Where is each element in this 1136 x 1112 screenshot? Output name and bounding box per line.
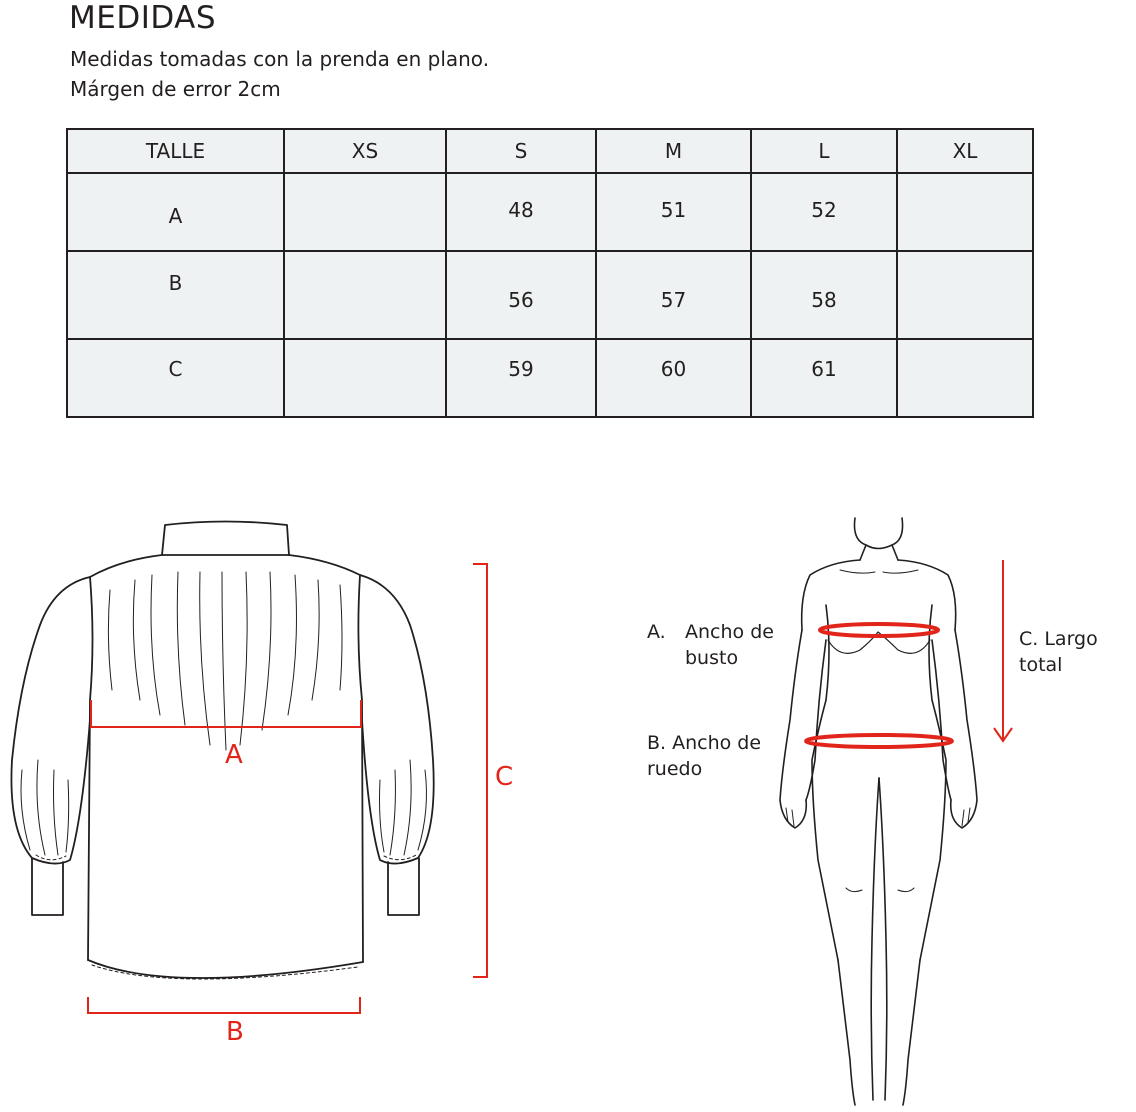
- legend-c-line1: C. Largo: [1019, 628, 1098, 650]
- table-cell: 52: [751, 173, 897, 251]
- legend-b-line1: B. Ancho de: [647, 732, 762, 754]
- table-cell: 58: [751, 251, 897, 339]
- measure-marks: [88, 564, 487, 1013]
- table-header-cell: TALLE: [67, 129, 284, 173]
- hem-measure-ring: [806, 735, 952, 747]
- page-title: MEDIDAS: [69, 0, 217, 36]
- legend-a-line2: busto: [685, 647, 739, 669]
- measure-b-label: B: [226, 1017, 244, 1047]
- measure-c-label: C: [495, 762, 514, 792]
- table-cell: 60: [596, 339, 751, 417]
- table-cell: 56: [446, 251, 596, 339]
- bust-measure-ring: [820, 624, 938, 636]
- table-header-cell: S: [446, 129, 596, 173]
- table-cell: 48: [446, 173, 596, 251]
- row-label: C: [67, 339, 284, 417]
- body-figure: [780, 518, 977, 1105]
- table-cell: 51: [596, 173, 751, 251]
- measure-a-label: A: [225, 740, 243, 770]
- table-cell: 57: [596, 251, 751, 339]
- measure-c-line: [473, 564, 487, 977]
- row-label: A: [67, 173, 284, 251]
- measure-b-line: [88, 997, 360, 1013]
- error-margin-note: Márgen de error 2cm: [70, 77, 281, 101]
- row-label: B: [67, 251, 284, 339]
- length-arrow: [994, 560, 1012, 741]
- legend-a-letter: A.: [647, 621, 666, 643]
- measure-a-line: [91, 700, 361, 727]
- blouse-drawing: [11, 522, 433, 980]
- legend-a-line1: Ancho de: [685, 621, 774, 643]
- table-header-cell: L: [751, 129, 897, 173]
- legend-b-line2: ruedo: [647, 758, 703, 780]
- table-header-cell: XS: [284, 129, 446, 173]
- legend-c-line2: total: [1019, 654, 1063, 676]
- table-cell: 61: [751, 339, 897, 417]
- subtitle-note: Medidas tomadas con la prenda en plano.: [70, 47, 490, 71]
- table-header-cell: XL: [897, 129, 1033, 173]
- table-header-cell: M: [596, 129, 751, 173]
- table-cell: 59: [446, 339, 596, 417]
